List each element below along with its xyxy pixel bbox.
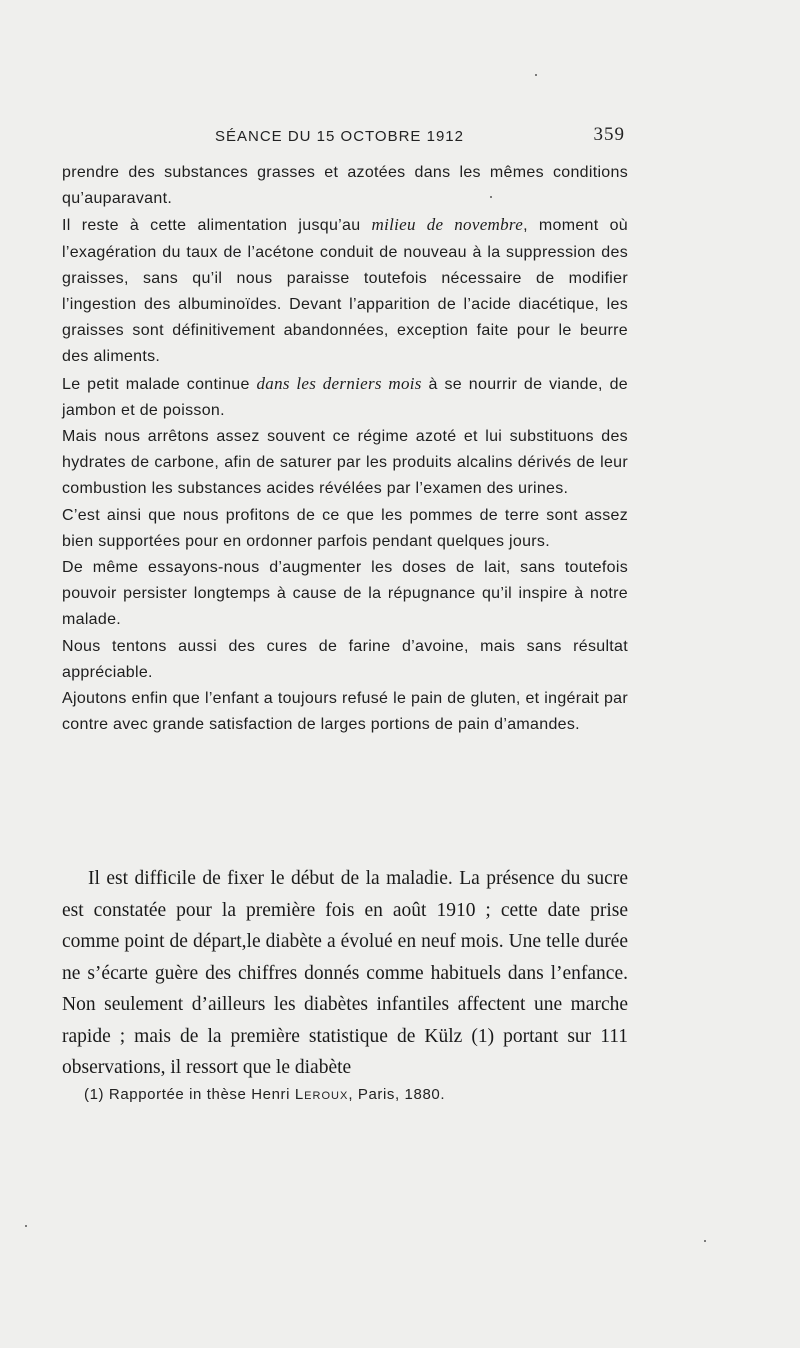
header-title: SÉANCE DU 15 OCTOBRE 1912 [215, 128, 464, 145]
paper-speck [704, 1240, 706, 1242]
italic-phrase: dans les derniers mois [256, 373, 422, 393]
footnote-author: Leroux [294, 1086, 349, 1103]
paragraph-large: Il est difficile de fixer le début de la maladie. La présence du sucre est constatée pour la première fois en août 1910 ; cette date prise comme point de départ,le diabète a évolué en neuf mois. Une telle durée ne s’écarte guère des chiffres donnés comme habituels dans l’enfance. Non seulement d’ailleurs les diabètes infantiles affectent une marche rapide ; mais de la première statistique de Külz (1) portant sur 111 observations, il ressort que le diabète [62, 868, 628, 1078]
page-number: 359 [593, 124, 625, 145]
footnote: (1) Rapportée in thèse Henri Leroux, Paris, 1880. [84, 1086, 446, 1103]
main-text-large [62, 863, 628, 1084]
paper-speck [490, 196, 492, 198]
paper-speck [535, 74, 537, 76]
paragraph-4: Mais nous arrêtons assez souvent ce régime azoté et lui substituons des hydrates de carbone, afin de saturer par les produits alcalins dérivés de leur combustion les substances acides révélées par l’examen des urines. [62, 428, 628, 498]
main-text-small [62, 160, 628, 738]
paragraph-6: De même essayons-nous d’augmenter les doses de lait, sans toutefois pouvoir persister longtemps à cause de la répugnance qu’il inspire à notre malade. [62, 559, 628, 629]
paragraph-2: Il reste à cette alimentation jusqu’au milieu de novembre, moment où l’exagération du taux de l’acétone conduit de nouveau à la suppression des graisses, sans qu’il nous paraisse toutefois nécessaire de modifier l’ingestion des albuminoïdes. Devant l’apparition de l’acide diacétique, les graisses sont définitivement abandonnées, exception faite pour le beurre des aliments. [62, 215, 628, 366]
paragraph-3: Le petit malade continue dans les derniers mois à se nourrir de viande, de jambon et de poisson. [62, 373, 628, 419]
paragraph-1: prendre des substances grasses et azotées dans les mêmes conditions qu’auparavant. [62, 164, 628, 208]
paragraph-8: Ajoutons enfin que l’enfant a toujours refusé le pain de gluten, et ingérait par contre avec grande satisfaction de larges portions de pain d’amandes. [62, 690, 628, 734]
italic-phrase: milieu de novembre [371, 215, 524, 235]
paper-speck [25, 1225, 27, 1227]
paragraph-7: Nous tentons aussi des cures de farine d’avoine, mais sans résultat appréciable. [62, 637, 628, 681]
paragraph-5: C’est ainsi que nous profitons de ce que les pommes de terre sont assez bien supportées pour en ordonner parfois pendant quelques jours. [62, 506, 628, 550]
